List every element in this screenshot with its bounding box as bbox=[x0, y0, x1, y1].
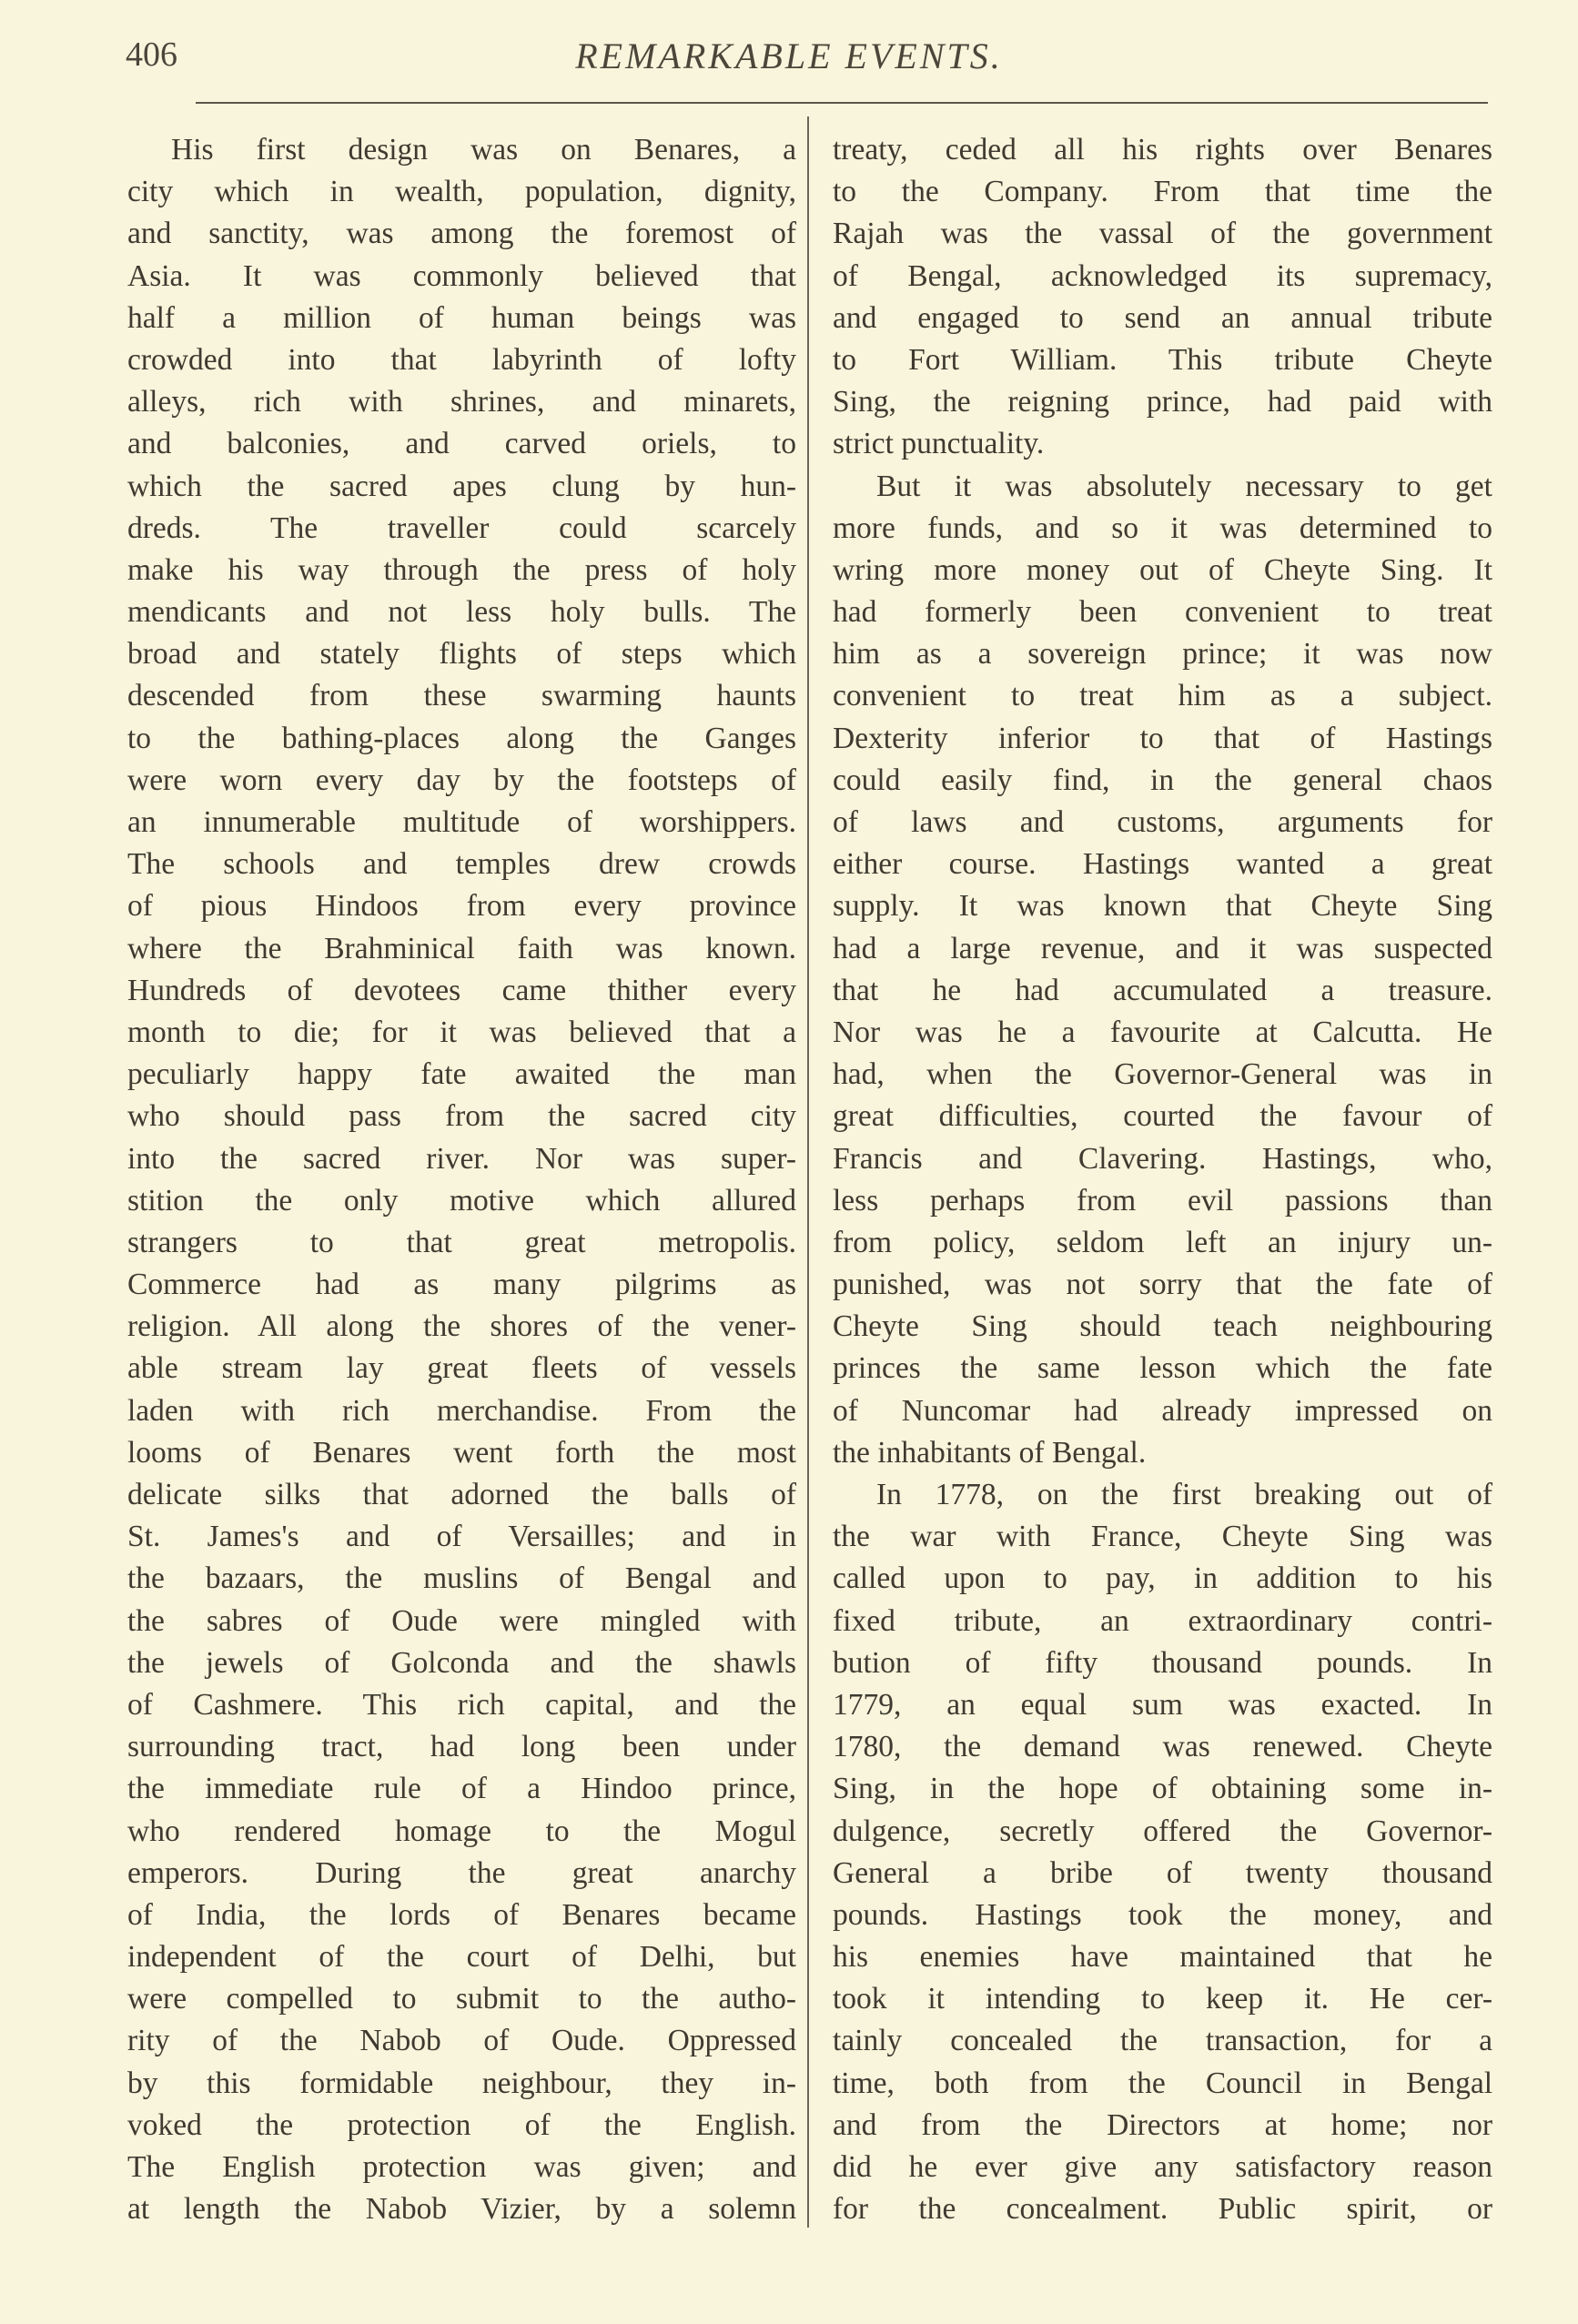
text-line: from policy, seldom left an injury un- bbox=[833, 1225, 1492, 1259]
text-line: the immediate rule of a Hindoo prince, bbox=[127, 1772, 796, 1806]
text-line: by this formidable neighbour, they in- bbox=[127, 2066, 796, 2100]
text-line: strangers to that great metropolis. bbox=[127, 1225, 796, 1259]
text-line: of laws and customs, arguments for bbox=[833, 805, 1492, 839]
text-line: able stream lay great fleets of vessels bbox=[127, 1351, 796, 1386]
text-line: where the Brahminical faith was known. bbox=[127, 931, 796, 965]
text-line: dulgence, secretly offered the Governor- bbox=[833, 1814, 1492, 1848]
text-line: more funds, and so it was determined to bbox=[833, 510, 1492, 545]
text-line: His first design was on Benares, a bbox=[171, 133, 796, 167]
text-line: Sing, the reigning prince, had paid with bbox=[833, 385, 1492, 419]
text-line: punished, was not sorry that the fate of bbox=[833, 1268, 1492, 1302]
text-line: Dexterity inferior to that of Hastings bbox=[833, 721, 1492, 755]
text-line: of Nuncomar had already impressed on bbox=[833, 1393, 1492, 1428]
text-line: fixed tribute, an extraordinary contri- bbox=[833, 1603, 1492, 1638]
text-line: tainly concealed the transaction, for a bbox=[833, 2024, 1492, 2058]
text-line: St. James's and of Versailles; and in bbox=[127, 1520, 796, 1554]
text-line: peculiarly happy fate awaited the man bbox=[127, 1057, 796, 1092]
text-line: Nor was he a favourite at Calcutta. He bbox=[833, 1015, 1492, 1049]
text-line: independent of the court of Delhi, but bbox=[127, 1940, 796, 1975]
left-column bbox=[127, 129, 796, 2230]
text-line: less perhaps from evil passions than bbox=[833, 1183, 1492, 1218]
text-line: to the bathing-places along the Ganges bbox=[127, 721, 796, 755]
text-line: pounds. Hastings took the money, and bbox=[833, 1897, 1492, 1932]
text-line: for the concealment. Public spirit, or bbox=[833, 2192, 1492, 2227]
text-line: and engaged to send an annual tribute bbox=[833, 300, 1492, 335]
text-line: were compelled to submit to the autho- bbox=[127, 1982, 796, 2016]
text-line: supply. It was known that Cheyte Sing bbox=[833, 889, 1492, 924]
text-line: wring more money out of Cheyte Sing. It bbox=[833, 552, 1492, 587]
text-line: and balconies, and carved oriels, to bbox=[127, 427, 796, 461]
text-line: the inhabitants of Bengal. bbox=[833, 1435, 1147, 1470]
text-line: his enemies have maintained that he bbox=[833, 1940, 1492, 1975]
text-line: great difficulties, courted the favour of bbox=[833, 1099, 1492, 1134]
text-line: 1780, the demand was renewed. Cheyte bbox=[833, 1730, 1492, 1764]
text-line: month to die; for it was believed that a bbox=[127, 1015, 796, 1049]
text-line: either course. Hastings wanted a great bbox=[833, 847, 1492, 882]
text-line: alleys, rich with shrines, and minarets, bbox=[127, 385, 796, 419]
running-title: REMARKABLE EVENTS. bbox=[575, 35, 1003, 76]
text-line: and from the Directors at home; nor bbox=[833, 2107, 1492, 2142]
text-line: But it was absolutely necessary to get bbox=[876, 469, 1492, 503]
text-line: The schools and temples drew crowds bbox=[127, 847, 796, 882]
text-line: convenient to treat him as a subject. bbox=[833, 679, 1492, 713]
text-line: Hundreds of devotees came thither every bbox=[127, 973, 796, 1007]
text-line: who should pass from the sacred city bbox=[127, 1099, 796, 1134]
text-line: to the Company. From that time the bbox=[833, 175, 1492, 209]
text-line: Asia. It was commonly believed that bbox=[127, 258, 796, 293]
text-line: 1779, an equal sum was exacted. In bbox=[833, 1687, 1492, 1722]
text-line: Commerce had as many pilgrims as bbox=[127, 1268, 796, 1302]
text-line: voked the protection of the English. bbox=[127, 2107, 796, 2142]
text-line: stition the only motive which allured bbox=[127, 1183, 796, 1218]
text-line: the sabres of Oude were mingled with bbox=[127, 1603, 796, 1638]
text-line: time, both from the Council in Bengal bbox=[833, 2066, 1492, 2100]
text-line: were worn every day by the footsteps of bbox=[127, 763, 796, 797]
text-line: looms of Benares went forth the most bbox=[127, 1435, 796, 1470]
text-line: and sanctity, was among the foremost of bbox=[127, 217, 796, 251]
text-line: The English protection was given; and bbox=[127, 2150, 796, 2184]
text-line: an innumerable multitude of worshippers. bbox=[127, 805, 796, 839]
text-line: into the sacred river. Nor was super- bbox=[127, 1141, 796, 1176]
right-column bbox=[833, 129, 1492, 2230]
text-line: called upon to pay, in addition to his bbox=[833, 1561, 1492, 1596]
text-line: of Cashmere. This rich capital, and the bbox=[127, 1687, 796, 1722]
text-line: General a bribe of twenty thousand bbox=[833, 1855, 1492, 1890]
text-line: did he ever give any satisfactory reason bbox=[833, 2150, 1492, 2184]
text-line: Cheyte Sing should teach neighbouring bbox=[833, 1309, 1492, 1344]
text-line: of India, the lords of Benares became bbox=[127, 1897, 796, 1932]
text-line: laden with rich merchandise. From the bbox=[127, 1393, 796, 1428]
text-line: him as a sovereign prince; it was now bbox=[833, 637, 1492, 672]
text-line: Sing, in the hope of obtaining some in- bbox=[833, 1772, 1492, 1806]
header-rule bbox=[196, 102, 1488, 104]
text-line: religion. All along the shores of the vener- bbox=[127, 1309, 796, 1344]
text-line: of Bengal, acknowledged its supremacy, bbox=[833, 258, 1492, 293]
text-line: princes the same lesson which the fate bbox=[833, 1351, 1492, 1386]
text-line: had formerly been convenient to treat bbox=[833, 595, 1492, 630]
text-line: half a million of human beings was bbox=[127, 300, 796, 335]
text-line: the jewels of Golconda and the shawls bbox=[127, 1645, 796, 1680]
text-line: could easily find, in the general chaos bbox=[833, 763, 1492, 797]
text-line: Rajah was the vassal of the government bbox=[833, 217, 1492, 251]
text-line: Francis and Clavering. Hastings, who, bbox=[833, 1141, 1492, 1176]
column-divider bbox=[807, 116, 809, 2228]
text-line: crowded into that labyrinth of lofty bbox=[127, 342, 796, 377]
text-line: had, when the Governor-General was in bbox=[833, 1057, 1492, 1092]
text-line: surrounding tract, had long been under bbox=[127, 1730, 796, 1764]
text-line: strict punctuality. bbox=[833, 427, 1045, 461]
text-line: took it intending to keep it. He cer- bbox=[833, 1982, 1492, 2016]
text-line: which the sacred apes clung by hun- bbox=[127, 469, 796, 503]
text-line: emperors. During the great anarchy bbox=[127, 1855, 796, 1890]
text-line: had a large revenue, and it was suspected bbox=[833, 931, 1492, 965]
text-line: dreds. The traveller could scarcely bbox=[127, 510, 796, 545]
text-line: mendicants and not less holy bulls. The bbox=[127, 595, 796, 630]
text-line: descended from these swarming haunts bbox=[127, 679, 796, 713]
text-line: who rendered homage to the Mogul bbox=[127, 1814, 796, 1848]
text-line: rity of the Nabob of Oude. Oppressed bbox=[127, 2024, 796, 2058]
text-line: to Fort William. This tribute Cheyte bbox=[833, 342, 1492, 377]
text-line: of pious Hindoos from every province bbox=[127, 889, 796, 924]
text-line: the war with France, Cheyte Sing was bbox=[833, 1520, 1492, 1554]
text-line: at length the Nabob Vizier, by a solemn bbox=[127, 2192, 796, 2227]
text-line: that he had accumulated a treasure. bbox=[833, 973, 1492, 1007]
page-number: 406 bbox=[126, 35, 177, 74]
text-line: make his way through the press of holy bbox=[127, 552, 796, 587]
text-line: city which in wealth, population, dignity, bbox=[127, 175, 796, 209]
text-line: bution of fifty thousand pounds. In bbox=[833, 1645, 1492, 1680]
text-line: In 1778, on the first breaking out of bbox=[876, 1478, 1492, 1511]
text-line: broad and stately flights of steps which bbox=[127, 637, 796, 672]
text-line: the bazaars, the muslins of Bengal and bbox=[127, 1561, 796, 1596]
text-line: treaty, ceded all his rights over Benares bbox=[833, 133, 1492, 167]
text-line: delicate silks that adorned the balls of bbox=[127, 1478, 796, 1511]
